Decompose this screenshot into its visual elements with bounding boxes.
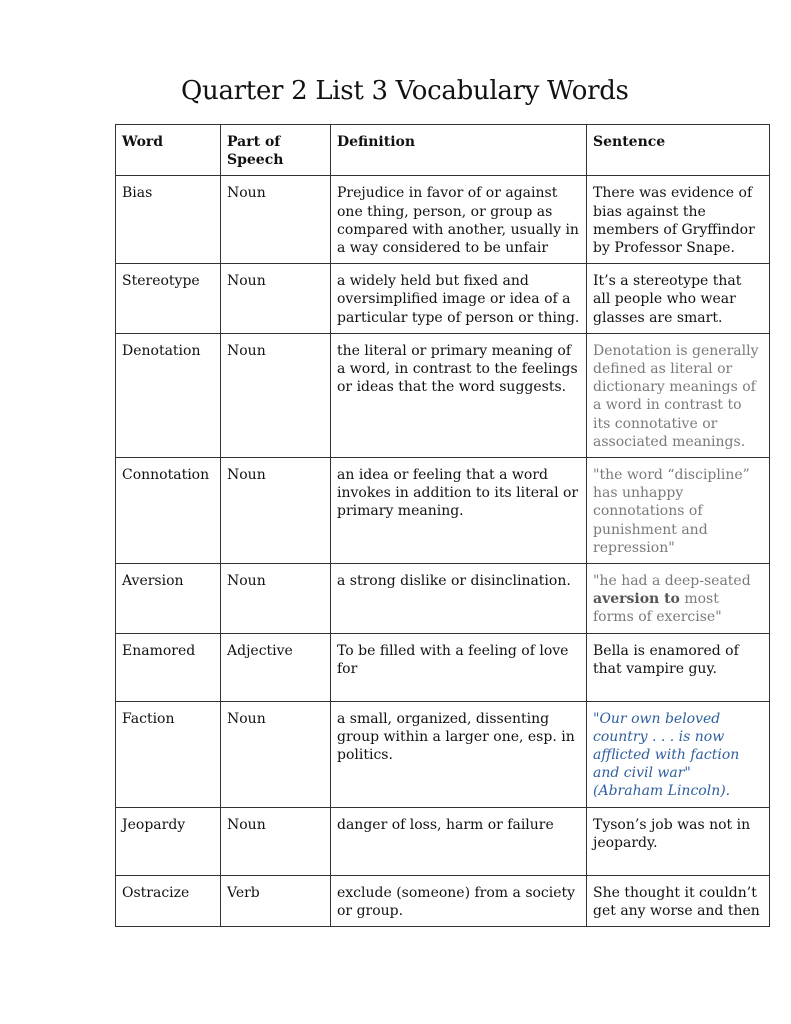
sentence-cell: Tyson’s job was not in jeopardy. — [587, 807, 770, 875]
word-cell: Denotation — [116, 333, 221, 457]
definition-cell: Prejudice in favor of or against one thing, person, or group as compared with another, usually in a way considered to be unfair — [331, 176, 587, 264]
sentence-cell: Denotation is generally defined as literal or dictionary meanings of a word in contrast to its connotative or associated meanings. — [587, 333, 770, 457]
header-definition: Definition — [331, 125, 587, 176]
sentence-cell: She thought it couldn’t get any worse and then — [587, 875, 770, 926]
header-part-of-speech: Part of Speech — [221, 125, 331, 176]
word-cell: Enamored — [116, 633, 221, 701]
part-of-speech-cell: Noun — [221, 564, 331, 634]
word-cell: Jeopardy — [116, 807, 221, 875]
word-cell: Connotation — [116, 458, 221, 564]
vocabulary-table — [115, 124, 770, 927]
table-row — [116, 564, 770, 634]
sentence-cell — [587, 564, 770, 634]
definition-cell: To be filled with a feeling of love for — [331, 633, 587, 701]
part-of-speech-cell: Noun — [221, 807, 331, 875]
sentence-text: most forms of exercise" — [593, 591, 722, 626]
word-cell: Aversion — [116, 564, 221, 634]
word-cell: Ostracize — [116, 875, 221, 926]
sentence-cell: "the word “discipline” has unhappy connotations of punishment and repression" — [587, 458, 770, 564]
part-of-speech-cell: Noun — [221, 264, 331, 334]
sentence-cell: Bella is enamored of that vampire guy. — [587, 633, 770, 701]
table-row — [116, 458, 770, 564]
sentence-cell: There was evidence of bias against the members of Gryffindor by Professor Snape. — [587, 176, 770, 264]
definition-cell: a small, organized, dissenting group within a larger one, esp. in politics. — [331, 701, 587, 807]
table-header-row — [116, 125, 770, 176]
table-row — [116, 176, 770, 264]
header-word: Word — [116, 125, 221, 176]
definition-cell: a strong dislike or disinclination. — [331, 564, 587, 634]
word-cell: Bias — [116, 176, 221, 264]
sentence-cell: "Our own beloved country . . . is now afflicted with faction and civil war" (Abraham Lincoln). — [587, 701, 770, 807]
table-row — [116, 701, 770, 807]
part-of-speech-cell: Adjective — [221, 633, 331, 701]
sentence-emphasis: aversion to — [593, 591, 680, 608]
definition-cell: an idea or feeling that a word invokes in addition to its literal or primary meaning. — [331, 458, 587, 564]
table-row — [116, 807, 770, 875]
header-sentence: Sentence — [587, 125, 770, 176]
table-row — [116, 633, 770, 701]
part-of-speech-cell: Noun — [221, 458, 331, 564]
table-row — [116, 333, 770, 457]
part-of-speech-cell: Verb — [221, 875, 331, 926]
document-title: Quarter 2 List 3 Vocabulary Words — [181, 76, 629, 106]
word-cell: Faction — [116, 701, 221, 807]
part-of-speech-cell: Noun — [221, 333, 331, 457]
part-of-speech-cell: Noun — [221, 176, 331, 264]
word-cell: Stereotype — [116, 264, 221, 334]
definition-cell: danger of loss, harm or failure — [331, 807, 587, 875]
definition-cell: exclude (someone) from a society or group. — [331, 875, 587, 926]
sentence-text: "he had a deep-seated — [593, 573, 751, 590]
sentence-cell: It’s a stereotype that all people who wear glasses are smart. — [587, 264, 770, 334]
definition-cell: a widely held but fixed and oversimplified image or idea of a particular type of person or thing. — [331, 264, 587, 334]
table-row — [116, 264, 770, 334]
definition-cell: the literal or primary meaning of a word, in contrast to the feelings or ideas that the word suggests. — [331, 333, 587, 457]
part-of-speech-cell: Noun — [221, 701, 331, 807]
table-row — [116, 875, 770, 926]
